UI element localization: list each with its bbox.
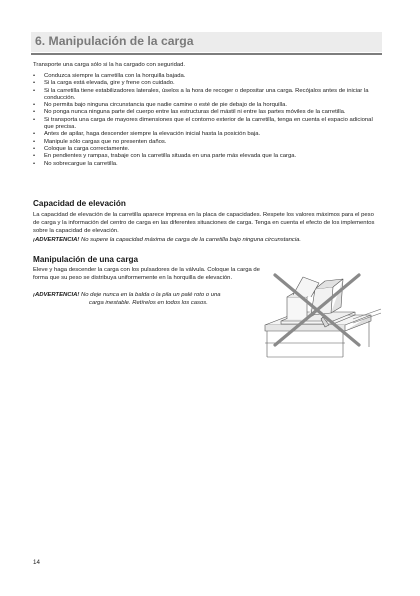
bullet-icon: • [33,145,36,152]
bullet-icon: • [33,138,36,145]
bullet-item: • No sobrecargue la carretilla. [33,160,118,167]
page-number: 14 [33,559,40,566]
bullet-icon: • [33,131,36,138]
bullet-item: • Conduzca siempre la carretilla con la horquilla bajada. [33,73,186,79]
capacity-warning [33,236,383,244]
crossed-out-broken-pallet-illustration [263,267,381,363]
bullet-icon: • [33,153,36,160]
bullet-item: • No ponga nunca ninguna parte del cuerpo entre las estructuras del mástil ni entre las partes móviles de la carretilla. [33,109,346,116]
warning-text: carga inestable. Retírelos en todos los casos. [89,300,208,306]
bullet-item: • Manipule sólo cargas que no presenten daños. [33,138,167,145]
bullet-icon: • [33,102,36,109]
warning-text: No supere la capacidad máxima de carga de la carretilla bajo ninguna circunstancia. [81,237,302,243]
capacity-text: La capacidad de elevación de la carretilla aparece impresa en la placa de capacidades. Respete los valores máximos para el peso de carga y la información del centro de carga en las diferentes situaciones de carga. Tenga en cuenta el efecto de los implementos sobre la capacidad de elevación. [33,212,375,235]
handling-text: Eleve y haga descender la carga con los pulsadores de la válvula. Coloque la carga de forma que su peso se distribuya uniformemente en la horquilla de elevación. [33,267,260,282]
bullet-icon: • [33,73,36,79]
handling-warning [33,291,265,307]
bullet-item: • Si transporta una carga de mayores dimensiones que el contorno exterior de la carretilla, tenga en cuenta el espacio adicional que precisa. [33,116,373,131]
handling-heading: Manipulación de una carga [33,255,139,264]
bullet-icon: • [33,87,36,94]
bullet-icon: • [33,160,36,167]
warning-label: ¡ADVERTENCIA! [33,292,80,298]
chapter-divider [31,53,382,55]
bullet-item: • En pendientes y rampas, trabaje con la carretilla situada en una parte más elevada que la carga. [33,153,297,160]
bullet-icon: • [33,80,36,87]
intro-text: Transporte una carga sólo si la ha cargado con seguridad. [33,62,186,68]
bullet-icon: • [33,116,36,123]
safety-bullet-list [33,73,381,168]
bullet-item: • Si la carga está elevada, gire y frene con cuidado. [33,80,175,87]
bullet-item: • Antes de apilar, haga descender siempre la elevación inicial hasta la posición baja. [33,131,261,138]
bullet-icon: • [33,109,36,116]
capacity-heading: Capacidad de elevación [33,199,126,208]
bullet-item: • Si la carretilla tiene estabilizadores laterales, úselos a la hora de recoger o depositar una carga. Recójalos antes de iniciar la conducción. [33,87,369,101]
chapter-title: 6. Manipulación de la carga [35,34,194,48]
bullet-item: • Coloque la carga correctamente. [33,145,130,152]
warning-text: No deje nunca en la balda o la pila un palé roto o una [81,292,221,298]
bullet-item: • No permita bajo ninguna circunstancia que nadie camine o esté de pie debajo de la horquilla. [33,102,287,109]
warning-label: ¡ADVERTENCIA! [33,237,80,243]
